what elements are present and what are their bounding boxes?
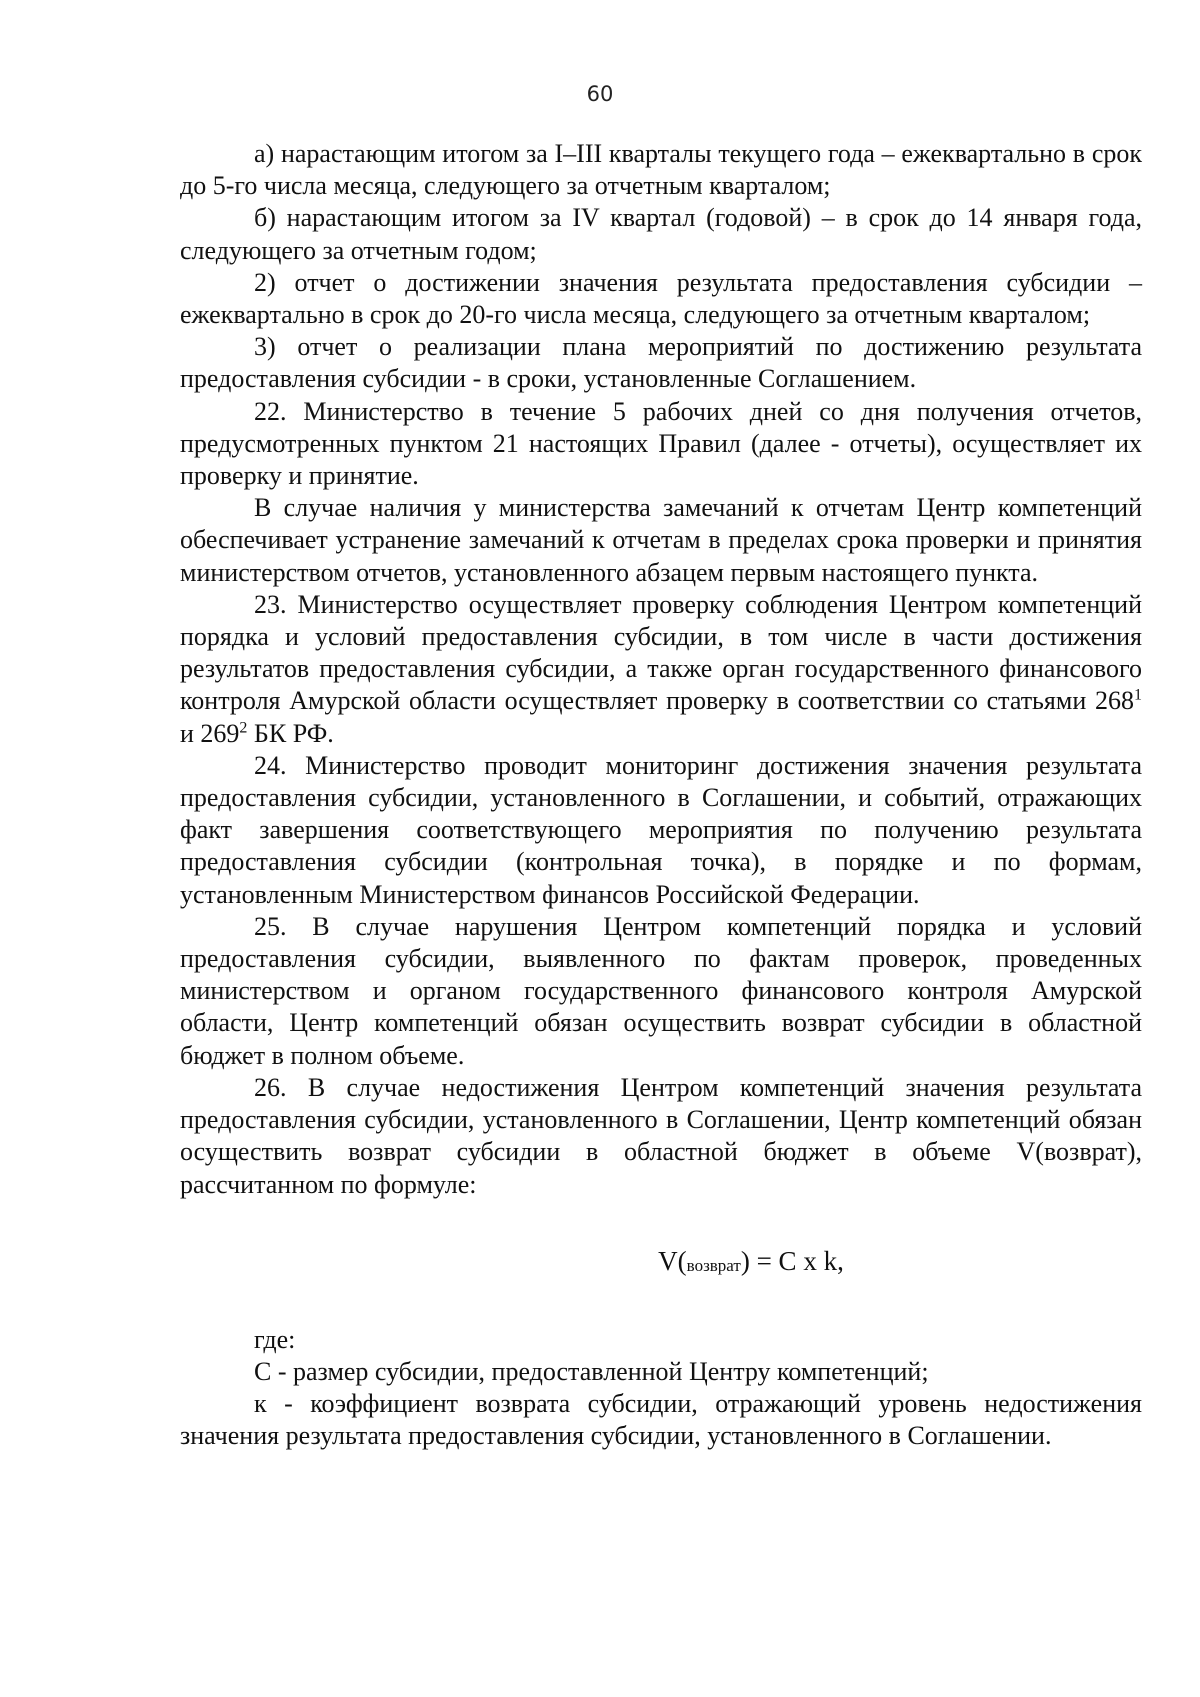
- paragraph-a: а) нарастающим итогом за I–III кварталы текущего года – ежеквартально в срок до 5-го числа месяца, следующего за отчетным кварталом;: [180, 139, 1142, 201]
- paragraph-24: 24. Министерство проводит мониторинг достижения значения результата предоставления субсидии, установленного в Соглашении, и событий, отражающих факт завершения соответствующего мероприятия по получению результата предоставления субсидии (контрольная точка), в порядке и по формам, установленным Министерством финансов Российской Федерации.: [180, 750, 1142, 909]
- paragraph-b: б) нарастающим итогом за IV квартал (годовой) – в срок до 14 января года, следующего за отчетным годом;: [180, 203, 1142, 265]
- document-body: [180, 138, 1142, 1453]
- formula-lhs: V(: [658, 1245, 687, 1276]
- definition-c: С - размер субсидии, предоставленной Центру компетенций;: [254, 1356, 929, 1386]
- paragraph-22-remarks: В случае наличия у министерства замечаний к отчетам Центр компетенций обеспечивает устранение замечаний к отчетам в пределах срока проверки и принятия министерством отчетов, установленного абзацем первым настоящего пункта.: [180, 493, 1142, 587]
- paragraph-26: 26. В случае недостижения Центром компетенций значения результата предоставления субсидии, установленного в Соглашении, Центр компетенций обязан осуществить возврат субсидии в областной бюджет в объеме V(возврат), рассчитанном по формуле:: [180, 1072, 1142, 1199]
- article-269-superscript: 2: [239, 719, 248, 736]
- definition-k: к - коэффициент возврата субсидии, отражающий уровень недостижения значения результата предоставления субсидии, установленного в Соглашении.: [180, 1389, 1142, 1451]
- paragraph-23: [180, 589, 1142, 750]
- where-label: где:: [254, 1324, 296, 1354]
- page-number: 60: [586, 82, 614, 106]
- paragraph-23-tail: БК РФ.: [247, 718, 334, 748]
- paragraph-3: 3) отчет о реализации плана мероприятий по достижению результата предоставления субсидии - в сроки, установленные Соглашением.: [180, 332, 1142, 394]
- article-268: 268: [1095, 686, 1134, 716]
- paragraph-25: 25. В случае нарушения Центром компетенций порядка и условий предоставления субсидии, выявленного по фактам проверок, проведенных министерством и органом государственного финансового контроля Амурской области, Центр компетенций обязан осуществить возврат субсидии в областной бюджет в полном объеме.: [180, 911, 1142, 1070]
- return-formula: [180, 1241, 1142, 1286]
- formula-lhs-subscript: возврат: [686, 1255, 741, 1275]
- article-268-superscript: 1: [1134, 686, 1142, 704]
- paragraph-22: 22. Министерство в течение 5 рабочих дней со дня получения отчетов, предусмотренных пунктом 21 настоящих Правил (далее - отчеты), осуществляет их проверку и принятие.: [180, 396, 1142, 491]
- paragraph-23-and: и: [180, 718, 201, 748]
- article-269: 269: [200, 718, 240, 748]
- paragraph-23-text: 23. Министерство осуществляет проверку соблюдения Центром компетенций порядка и условий предоставления субсидии, в том числе в части достижения результатов предоставления субсидии, а также орган государственного финансового контроля Амурской области осуществляет проверку в соответствии со статьями: [180, 589, 1142, 716]
- formula-rhs: ) = C x k,: [740, 1245, 844, 1276]
- paragraph-2: 2) отчет о достижении значения результата предоставления субсидии – ежеквартально в срок до 20-го числа месяца, следующего за отчетным кварталом;: [180, 267, 1142, 330]
